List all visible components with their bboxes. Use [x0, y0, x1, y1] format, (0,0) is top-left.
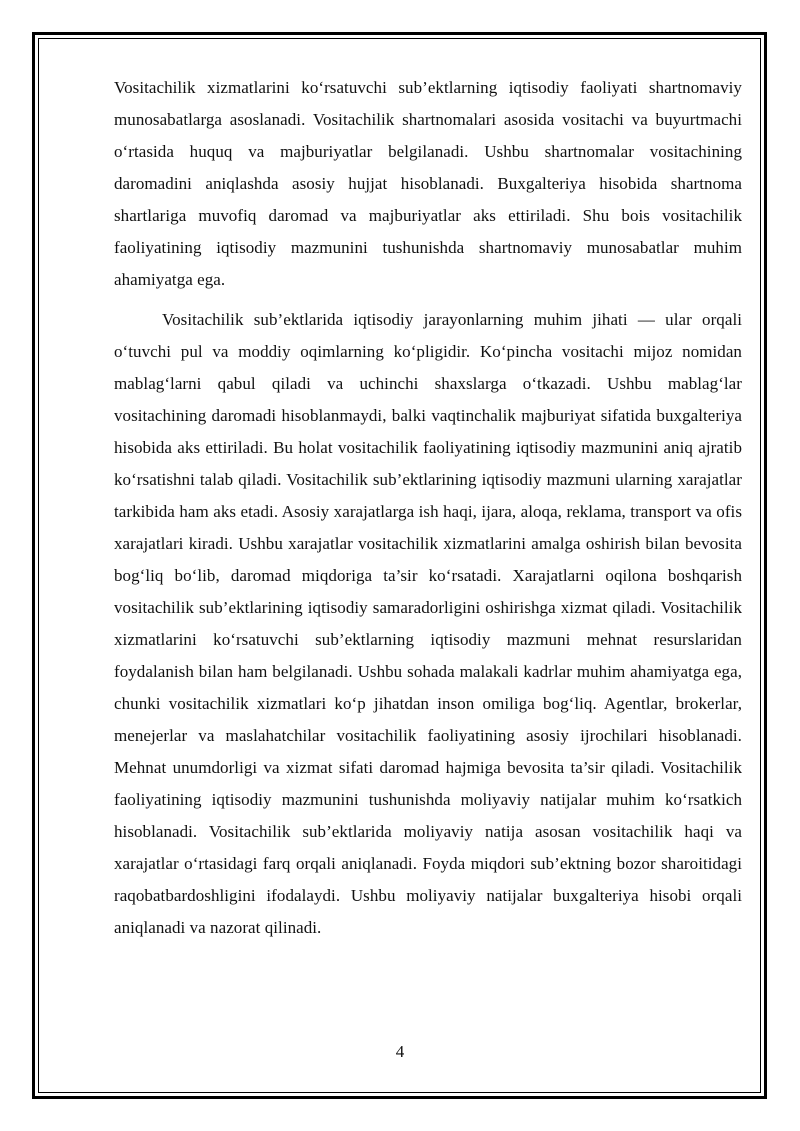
paragraph-1: Vositachilik xizmatlarini ko‘rsatuvchi sub’ektlarning iqtisodiy faoliyati shartnomaviy munosabatlarga asoslanadi. Vositachilik shartnomalari asosida vositachi va buyurtmachi o‘rtasida huquq va majburiyatlar belgilanadi. Ushbu shartnomalar vositachining daromadini aniqlashda asosiy hujjat hisoblanadi. Buxgalteriya hisobida shartnoma shartlariga muvofiq daromad va majburiyatlar aks ettiriladi. Shu bois vositachilik faoliyatining iqtisodiy mazmunini tushunishda shartnomaviy munosabatlar muhim ahamiyatga ega.: [114, 78, 742, 289]
paragraph-2: Vositachilik sub’ektlarida iqtisodiy jarayonlarning muhim jihati — ular orqali o‘tuvchi pul va moddiy oqimlarning ko‘pligidir. Ko‘pincha vositachi mijoz nomidan mablag‘larni qabul qiladi va uchinchi shaxslarga o‘tkazadi. Ushbu mablag‘lar vositachining daromadi hisoblanmaydi, balki vaqtinchalik majburiyat sifatida buxgalteriya hisobida aks ettiriladi. Bu holat vositachilik faoliyatining iqtisodiy mazmunini aniq ajratib ko‘rsatishni talab qiladi. Vositachilik sub’ektlarining iqtisodiy mazmuni ularning xarajatlar tarkibida ham aks etadi. Asosiy xarajatlarga ish haqi, ijara, aloqa, reklama, transport va ofis xarajatlari kiradi. Ushbu xarajatlar vositachilik xizmatlarini amalga oshirish bilan bevosita bog‘liq bo‘lib, daromad miqdoriga ta’sir ko‘rsatadi. Xarajatlarni oqilona boshqarish vositachilik sub’ektlarining iqtisodiy samaradorligini oshirishga xizmat qiladi. Vositachilik xizmatlarini ko‘rsatuvchi sub’ektlarning iqtisodiy mazmuni mehnat resurslaridan foydalanish bilan ham belgilanadi. Ushbu sohada malakali kadrlar muhim ahamiyatga ega, chunki vositachilik xizmatlari ko‘p jihatdan inson omiliga bog‘liq. Agentlar, brokerlar, menejerlar va maslahatchilar vositachilik faoliyatining asosiy ijrochilari hisoblanadi. Mehnat unumdorligi va xizmat sifati daromad hajmiga bevosita ta’sir qiladi. Vositachilik faoliyatining iqtisodiy mazmunini tushunishda moliyaviy natijalar muhim ko‘rsatkich hisoblanadi. Vositachilik sub’ektlarida moliyaviy natija asosan vositachilik haqi va xarajatlar o‘rtasidagi farq orqali aniqlanadi. Foyda miqdori sub’ektning bozor sharoitidagi raqobatbardoshligini ifodalaydi. Ushbu moliyaviy natijalar buxgalteriya hisobi orqali aniqlanadi va nazorat qilinadi.: [114, 310, 742, 937]
page-number: 4: [395, 1042, 405, 1061]
document-body: [114, 72, 742, 944]
